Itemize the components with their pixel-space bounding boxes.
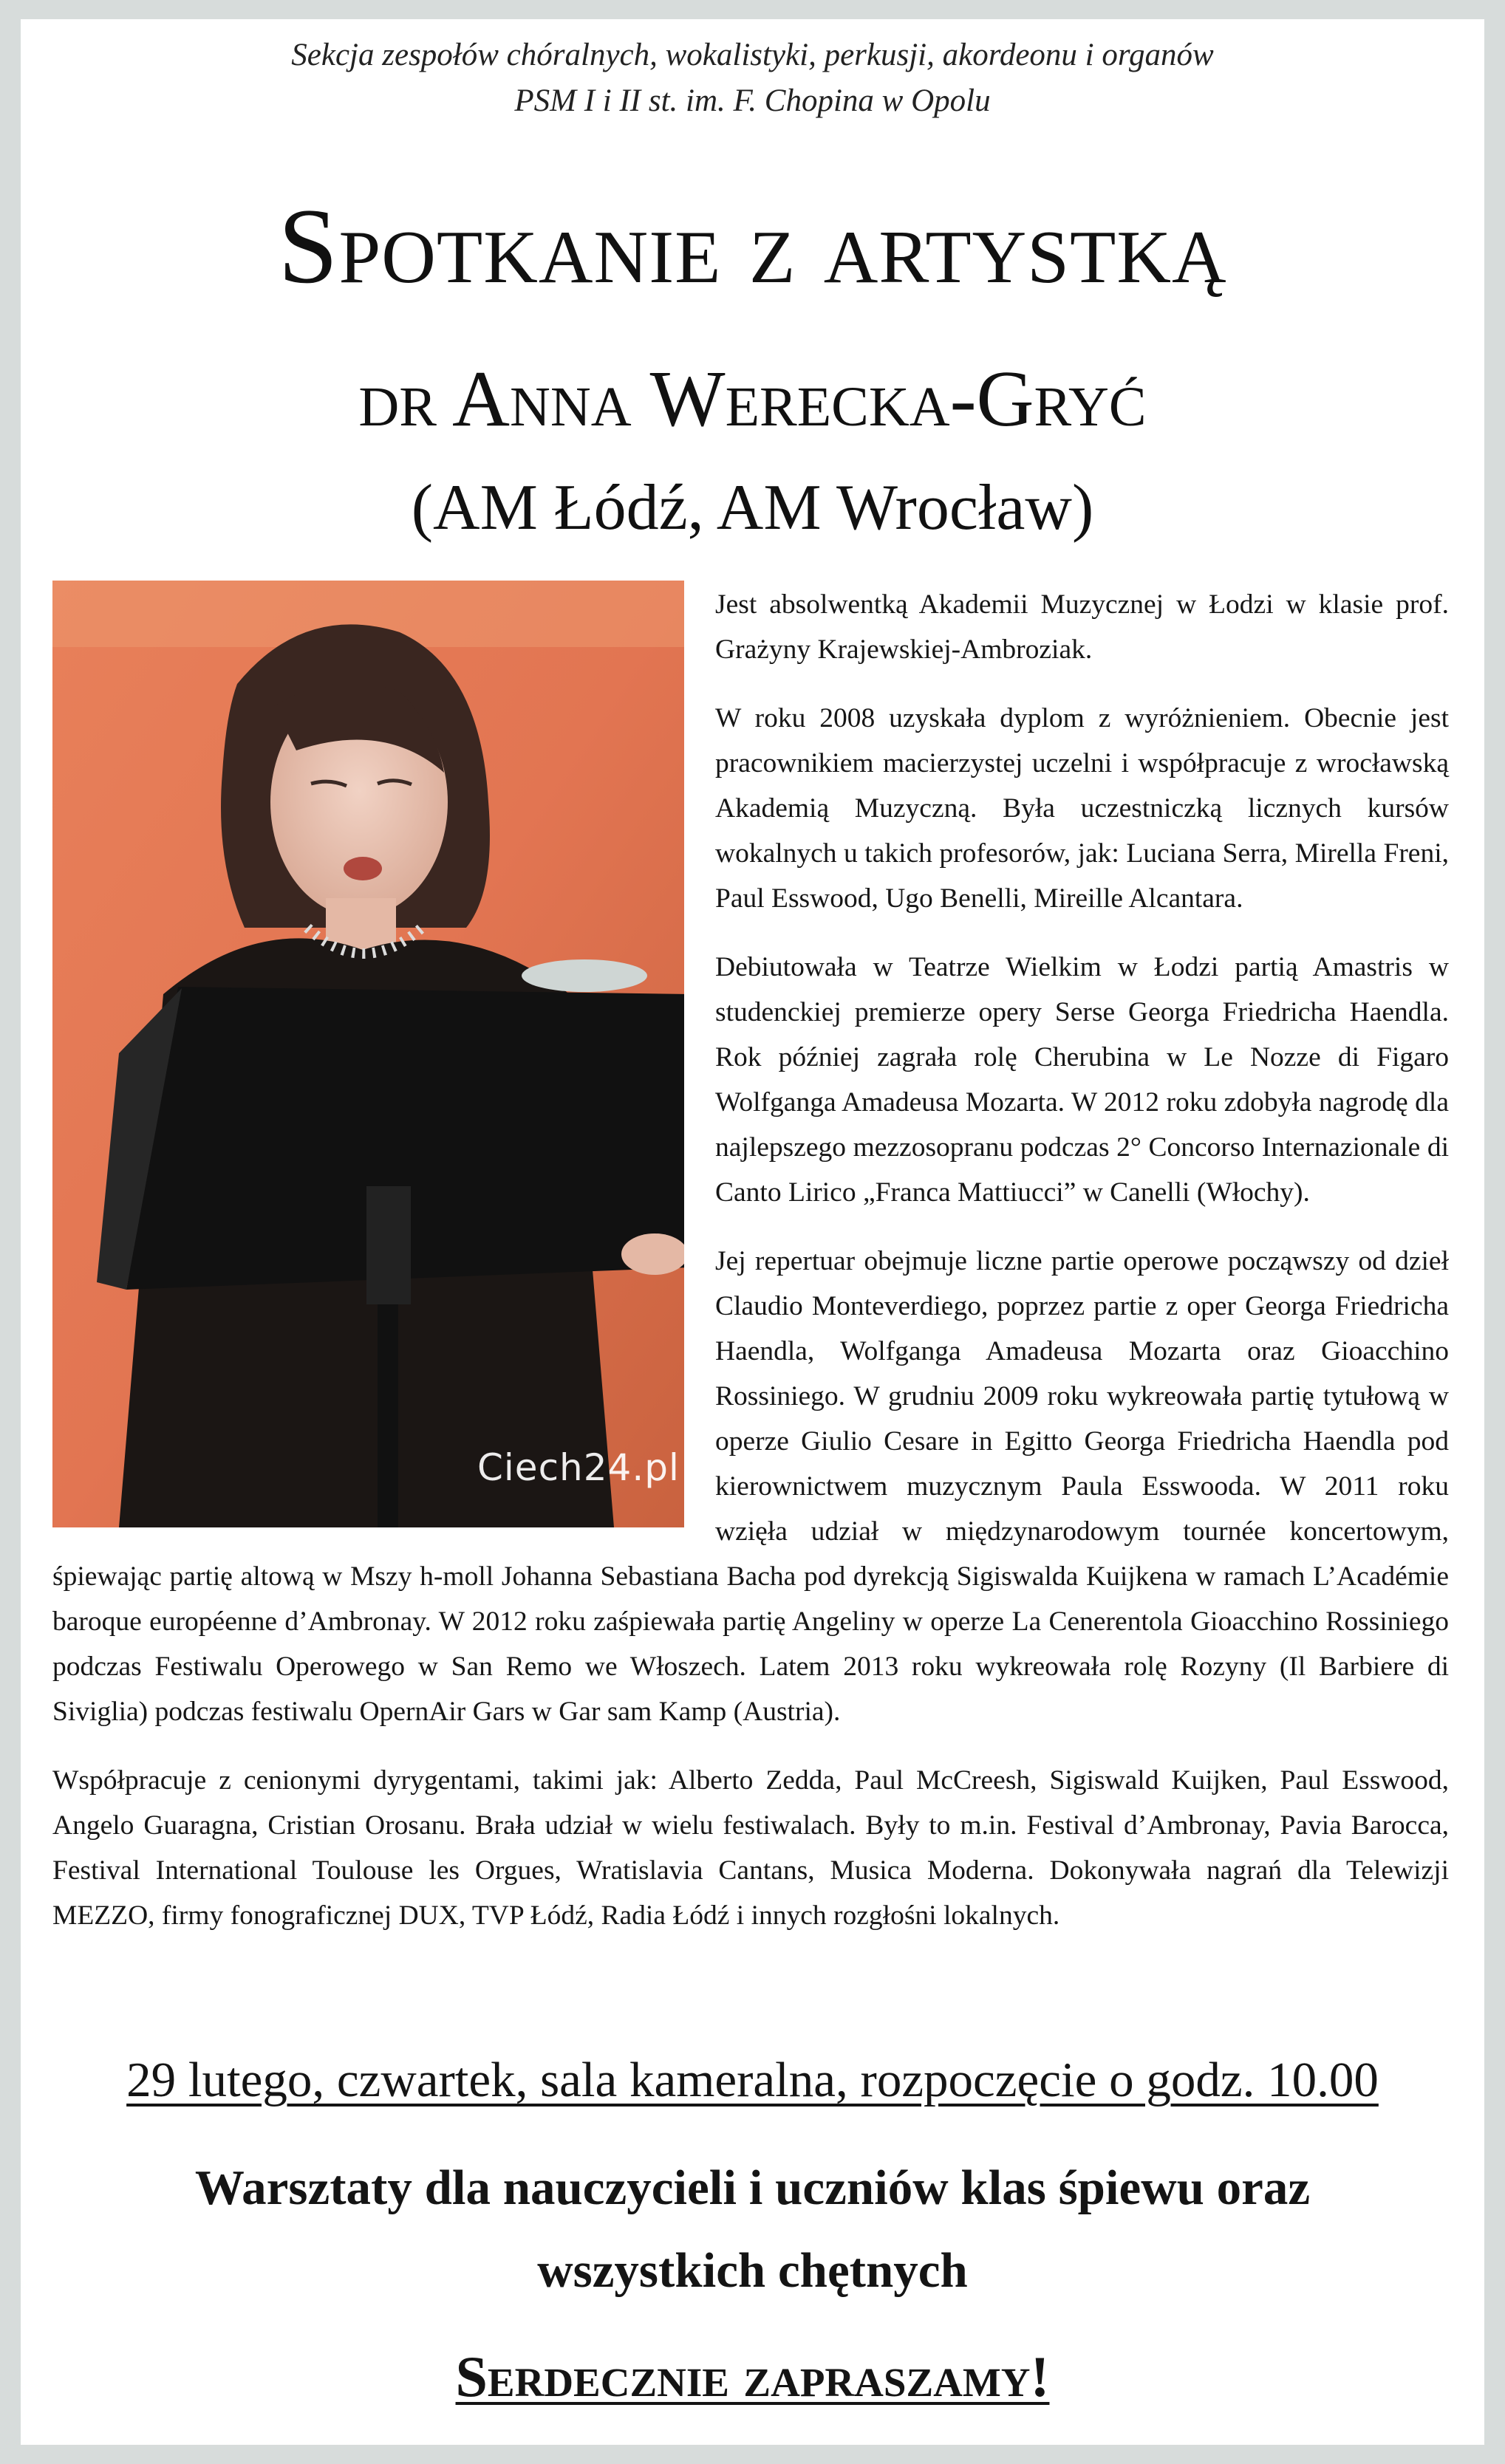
bio-paragraph-5: Współpracuje z cenionymi dyrygentami, takimi jak: Alberto Zedda, Paul McCreesh, Sigiswald Kuijken, Paul Esswood, Angelo Guaragna, Cristian Orosanu. Brała udział w wielu festiwalach. Były to m.in. Festival d’Ambronay, Pavia Barocca, Festival International Toulouse les Orgues, Wratislavia Cantans, Musica Moderna. Dokonywała nagrań dla Telewizji MEZZO, firmy fonograficznej DUX, TVP Łódź, Radia Łódź i innych rozgłośni lokalnych. — [52, 1765, 1449, 1931]
biography — [52, 582, 1449, 1962]
workshop-line1: Warsztaty dla nauczycieli i uczniów klas śpiewu oraz — [194, 2160, 1311, 2215]
artist-affiliation: (AM Łódź, AM Wrocław) — [411, 472, 1094, 544]
school-header-line1: Sekcja zespołów chóralnych, wokalistyki, perkusji, akordeonu i organów — [291, 38, 1214, 72]
school-header — [21, 32, 1484, 124]
workshop-info — [109, 2146, 1396, 2312]
bio-paragraph-1: Jest absolwentką Akademii Muzycznej w Łodzi w klasie prof. Grażyny Krajewskiej-Ambroziak. — [715, 589, 1449, 665]
bio-paragraph-2: W roku 2008 uzyskała dyplom z wyróżnieniem. Obecnie jest pracownikiem macierzystej uczelni i współpracuje z wrocławską Akademią Muzyczną. Była uczestniczką licznych kursów wokalnych u takich profesorów, jak: Luciana Serra, Mirella Freni, Paul Esswood, Ugo Benelli, Mireille Alcantara. — [715, 703, 1449, 914]
bio-paragraph-3: Debiutowała w Teatrze Wielkim w Łodzi partią Amastris w studenckiej premierze opery Serse Georga Friedricha Haendla. Rok później zagrała rolę Cherubina w Le Nozze di Figaro Wolfganga Amadeusa Mozarta. W 2012 roku zdobyła nagrodę dla najlepszego mezzosopranu podczas 2° Concorso Internazionale di Canto Lirico „Franca Mattiucci” w Canelli (Włochy). — [715, 952, 1449, 1208]
photo-spacer — [52, 582, 684, 1542]
bio-paragraph-4: Jej repertuar obejmuje liczne partie operowe począwszy od dzieł Claudio Monteverdiego, poprzez partie z oper Georga Friedricha Haendla, Wolfganga Amadeusa Mozarta oraz Gioacchino Rossiniego. W grudniu 2009 roku wykreowała partię tytułową w operze Giulio Cesare in Egitto Georga Friedricha Haendla pod kierownictwem muzycznym Paula Esswooda. W 2011 roku wzięła udział w międzynarodowym tournée koncertowym, śpiewając partię altową w Mszy h-moll Johanna Sebastiana Bacha pod dyrekcją Sigiswalda Kuijkena w ramach L’Académie baroque européenne d’Ambronay. W 2012 roku zaśpiewała partię Angeliny w operze La Cenerentola Gioacchino Rossiniego podczas Festiwalu Operowego w San Remo we Włoszech. Latem 2013 roku wykreowała rolę Rozyny (Il Barbiere di Siviglia) podczas festiwalu OpernAir Gars w Gar sam Kamp (Austria). — [52, 1246, 1449, 1727]
poster — [21, 19, 1484, 2445]
photo-watermark: Ciech24.pl — [477, 1446, 680, 1489]
invitation: Serdecznie zapraszamy! — [455, 2344, 1050, 2409]
artist-name: dr Anna Werecka-Gryć — [358, 355, 1147, 443]
school-header-line2: PSM I i II st. im. F. Chopina w Opolu — [514, 83, 991, 118]
event-details: 29 lutego, czwartek, sala kameralna, rozpoczęcie o godz. 10.00 — [126, 2053, 1379, 2107]
poster-title: Spotkanie z artystką — [278, 186, 1227, 306]
workshop-line2: wszystkich chętnych — [537, 2243, 968, 2298]
